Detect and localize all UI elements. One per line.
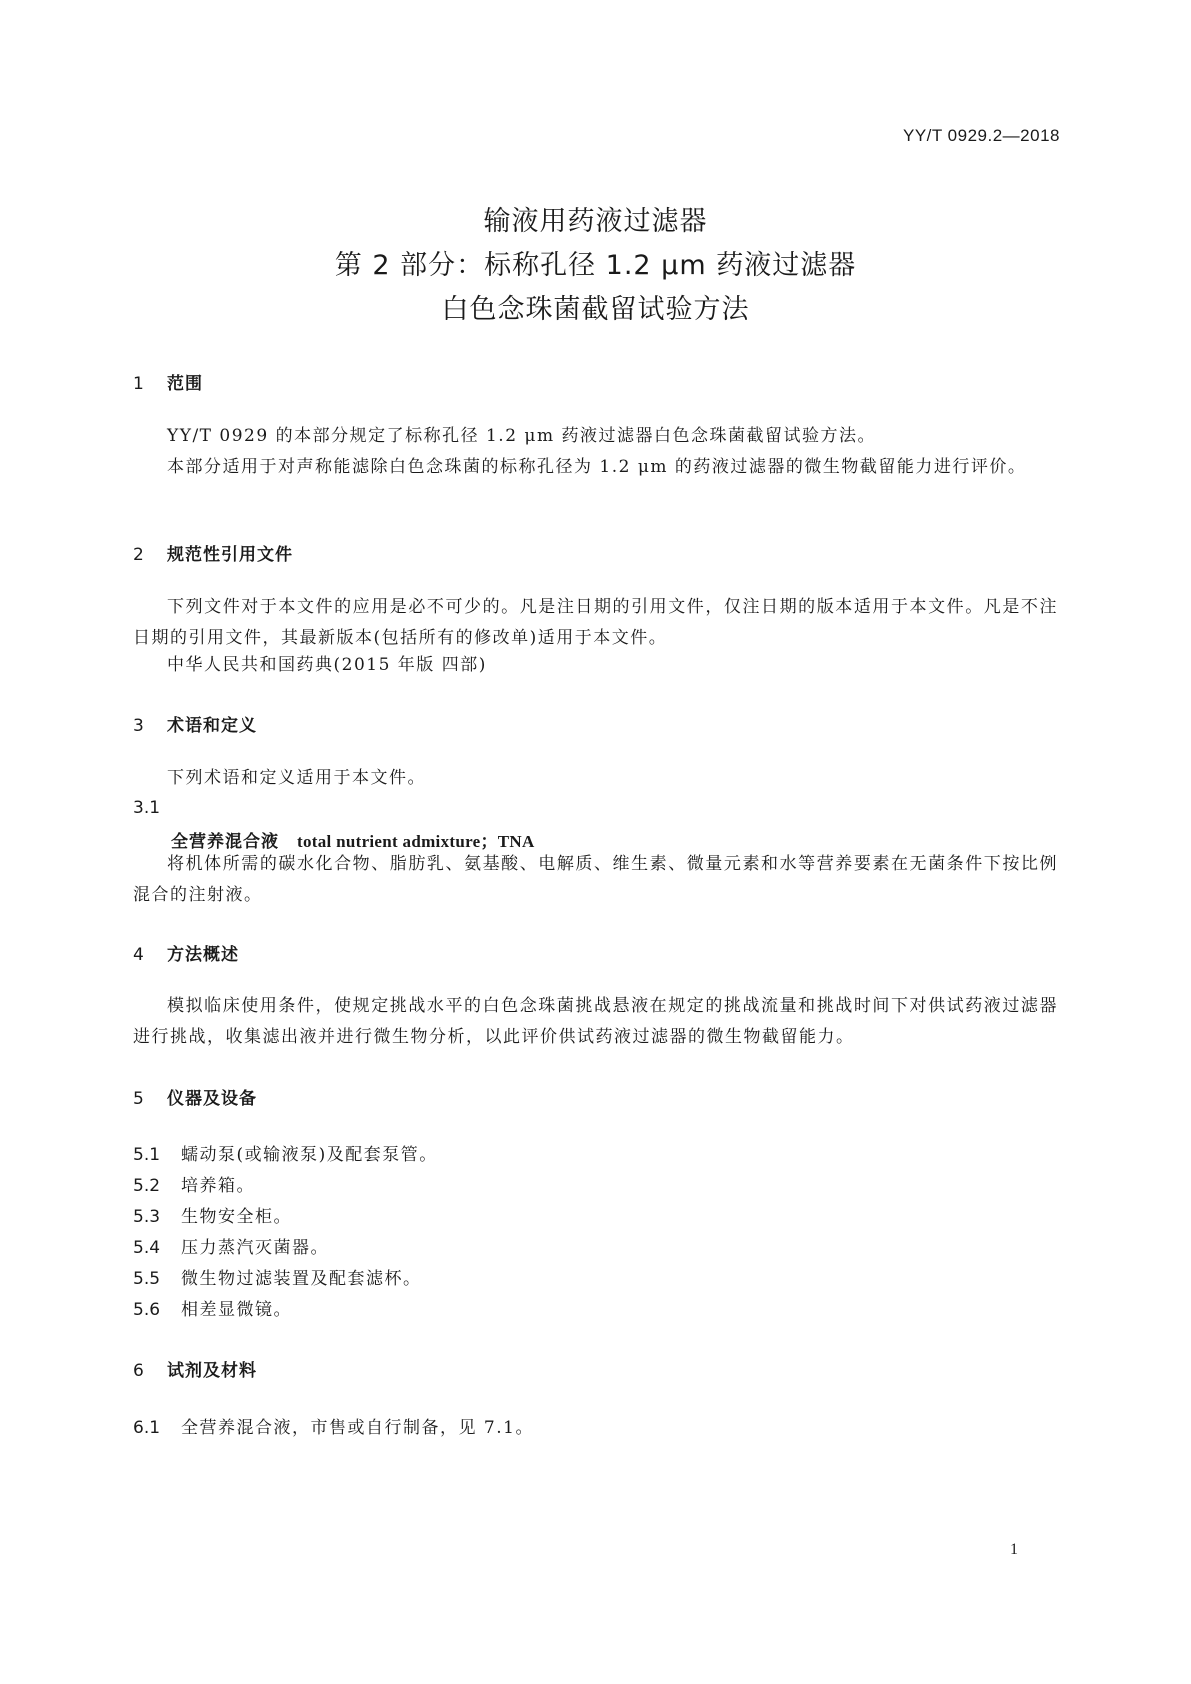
section-title: 方法概述 xyxy=(167,945,239,965)
item-text: 生物安全柜。 xyxy=(181,1207,292,1227)
section-number: 6 xyxy=(133,1361,145,1381)
standard-code: YY/T 0929.2—2018 xyxy=(902,126,1060,145)
item-text: 蠕动泵(或输液泵)及配套泵管。 xyxy=(181,1145,438,1165)
section-2-paragraph-1: 下列文件对于本文件的应用是必不可少的。凡是注日期的引用文件，仅注日期的版本适用于本文件。凡是不注日期的引用文件，其最新版本(包括所有的修改单)适用于本文件。 xyxy=(133,597,1058,648)
section-title: 试剂及材料 xyxy=(167,1361,257,1381)
page-number: 1 xyxy=(1010,1541,1018,1558)
item-text: 微生物过滤装置及配套滤杯。 xyxy=(181,1269,422,1289)
section-3-heading xyxy=(133,711,257,736)
document-title-line3: 白色念珠菌截留试验方法 xyxy=(441,294,750,325)
document-title-line1: 输液用药液过滤器 xyxy=(483,206,708,237)
term-chinese: 全营养混合液 xyxy=(171,832,279,852)
section-5-heading xyxy=(133,1084,257,1109)
item-text: 全营养混合液，市售或自行制备，见 7.1。 xyxy=(181,1418,534,1438)
term-english: total nutrient admixture；TNA xyxy=(297,832,535,851)
section-title: 术语和定义 xyxy=(167,716,257,736)
item-text: 相差显微镜。 xyxy=(181,1300,292,1320)
subsection-number: 3.1 xyxy=(133,798,161,818)
section-title: 仪器及设备 xyxy=(167,1089,257,1109)
section-number: 5 xyxy=(133,1089,145,1109)
section-4-paragraph-1: 模拟临床使用条件，使规定挑战水平的白色念珠菌挑战悬液在规定的挑战流量和挑战时间下对供试药液过滤器进行挑战，收集滤出液并进行微生物分析，以此评价供试药液过滤器的微生物截留能力。 xyxy=(133,996,1058,1047)
section-1-paragraph-2: 本部分适用于对声称能滤除白色念珠菌的标称孔径为 1.2 μm 的药液过滤器的微生物截留能力进行评价。 xyxy=(167,457,1027,477)
section-1-paragraph-1: YY/T 0929 的本部分规定了标称孔径 1.2 μm 药液过滤器白色念珠菌截留试验方法。 xyxy=(167,426,876,446)
term-definition: 将机体所需的碳水化合物、脂肪乳、氨基酸、电解质、维生素、微量元素和水等营养要素在无菌条件下按比例混合的注射液。 xyxy=(133,854,1058,905)
list-item xyxy=(133,1233,329,1258)
section-number: 4 xyxy=(133,945,145,965)
list-item xyxy=(133,1295,292,1320)
list-item xyxy=(133,1171,255,1196)
item-number: 5.4 xyxy=(133,1238,161,1258)
item-text: 培养箱。 xyxy=(181,1176,255,1196)
section-3-paragraph-1: 下列术语和定义适用于本文件。 xyxy=(167,768,426,788)
list-item xyxy=(133,1413,534,1438)
item-number: 5.2 xyxy=(133,1176,161,1196)
item-text: 压力蒸汽灭菌器。 xyxy=(181,1238,329,1258)
item-number: 6.1 xyxy=(133,1418,161,1438)
section-number: 1 xyxy=(133,374,145,394)
item-number: 5.1 xyxy=(133,1145,161,1165)
section-2-heading xyxy=(133,540,293,565)
item-number: 5.5 xyxy=(133,1269,161,1289)
item-number: 5.6 xyxy=(133,1300,161,1320)
section-1-heading xyxy=(133,369,203,394)
list-item xyxy=(133,1202,292,1227)
item-number: 5.3 xyxy=(133,1207,161,1227)
section-number: 3 xyxy=(133,716,145,736)
list-item xyxy=(133,1140,438,1165)
section-4-heading xyxy=(133,940,239,965)
section-number: 2 xyxy=(133,545,145,565)
document-title-line2: 第 2 部分：标称孔径 1.2 μm 药液过滤器 xyxy=(334,250,857,281)
section-title: 范围 xyxy=(167,374,203,394)
list-item xyxy=(133,1264,422,1289)
section-6-heading xyxy=(133,1356,257,1381)
section-2-paragraph-2: 中华人民共和国药典(2015 年版 四部) xyxy=(167,655,487,675)
section-title: 规范性引用文件 xyxy=(167,545,293,565)
